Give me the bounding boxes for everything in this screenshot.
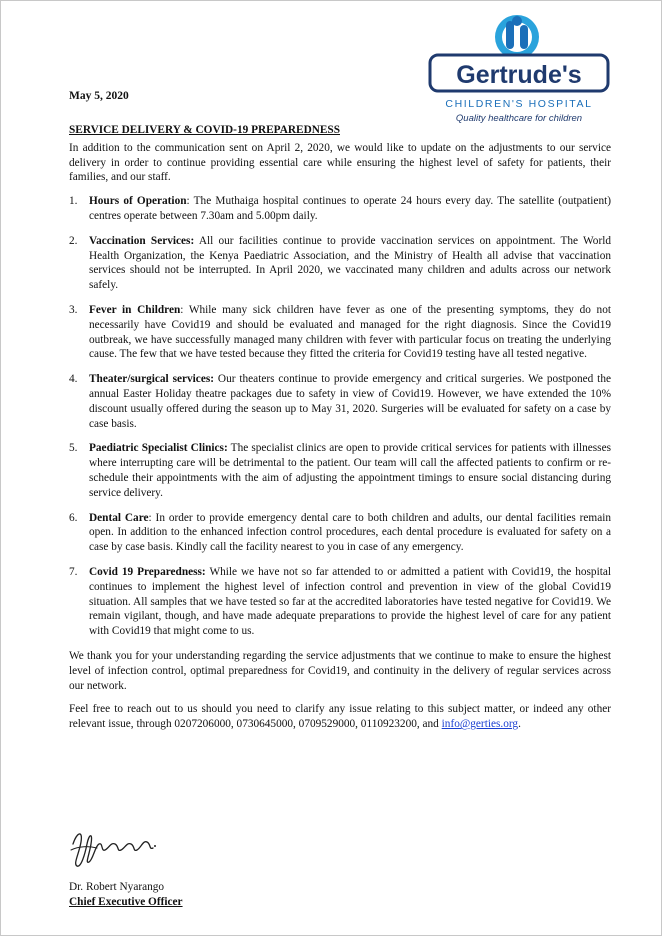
contact-paragraph [69,702,611,732]
item-heading: Vaccination Services: [89,234,195,247]
handwritten-signature [67,824,159,870]
list-item [69,372,611,431]
list-item [69,303,611,362]
list-number: 5. [69,442,78,455]
closing-paragraph: We thank you for your understanding regarding the service adjustments that we continue to make to ensure the highest level of infection control, optimal preparedness for Covid19, and continuity in the delivery of regular services across our network. [69,649,611,692]
list-number: 4. [69,373,78,386]
email-link[interactable]: info@gerties.org [441,718,519,731]
item-heading: Fever in Children [89,303,181,316]
item-text: Our theaters continue to provide emergency and critical surgeries. We postponed the annual Easter Holiday theatre packages due to safety in view of Covid19. However, we have extended the 10% discount usually offered during the season up to May 31, 2020. Surgeries will be evaluated for safety on a case by case basis. [89,373,611,430]
svg-text:Gertrude's: Gertrude's [456,61,582,89]
list-item [69,234,611,293]
item-heading: Covid 19 Preparedness: [89,565,206,578]
signatory-name: Dr. Robert Nyarango [69,881,165,893]
list-item [69,194,611,224]
item-text: While we have not so far attended to or admitted a patient with Covid19, the hospital continues to implement the highest level of infection control and prevention in view of the global Covid19 situation. All samples that we have tested so far at the accredited laboratories have tested negative for Covid19. We remain vigilant, though, and have made adequate preparations to provide the highest level of care for any patient with Covid19 that might come to us. [89,565,612,638]
intro-paragraph: In addition to the communication sent on April 2, 2020, we would like to update on the adjustments to our service delivery in order to continue providing essential care while ensuring the highest level of safety for patients, their families, and our staff. [69,141,611,184]
letter-body [69,123,611,741]
list-number: 6. [69,511,78,524]
gertrudes-logo [427,13,611,125]
list-number: 3. [69,303,78,316]
item-text: : The Muthaiga hospital continues to operate 24 hours every day. The satellite (outpatient) centres operate between 7.30am and 5.00pm daily. [89,195,611,222]
item-text: The specialist clinics are open to provide critical services for patients with illnesses where interrupting care will be detrimental to the patient. Our team will call the affected patients to confirm or re-schedule their appointments with the aim of adjusting the appointment timings to ensure social distancing during service delivery. [89,442,611,499]
item-heading: Paediatric Specialist Clinics: [89,442,228,455]
list-item [69,441,611,500]
service-list [69,194,611,639]
list-item [69,565,611,639]
signatory-title: Chief Executive Officer [69,896,183,908]
list-number: 2. [69,234,78,247]
contact-text: Feel free to reach out to us should you need to clarify any issue relating to this subject matter, or indeed any other relevant issue, through 0207206000, 0730645000, 0709529000, 0110923200, and [69,703,611,731]
item-heading: Hours of Operation [89,195,187,208]
svg-text:Quality healthcare for childre: Quality healthcare for children [455,113,583,124]
contact-end: . [518,718,521,731]
item-heading: Dental Care [89,511,149,524]
item-text: : In order to provide emergency dental care to both children and adults, our dental facilities remain open. In addition to the enhanced infection control procedures, each dental procedure is evaluated for safety on a case by case basis. Kindly call the facility nearest to you in case of any emergency. [89,511,612,554]
list-item [69,511,611,555]
svg-text:CHILDREN'S HOSPITAL: CHILDREN'S HOSPITAL [445,98,593,110]
item-text: : While many sick children have fever as one of the presenting symptoms, they do not necessarily have Covid19 and should be evaluated and managed for the right diagnosis. Since the Covid19 outbreak, we have successfully managed many children with fever with particular focus on treating the underlying cause. The few that we have tested because they fitted the criteria for Covid19 testing have all tested negative. [89,303,611,361]
list-number: 7. [69,565,78,578]
item-text: All our facilities continue to provide vaccination services on appointment. The World Health Organization, the Kenya Paediatric Association, and the Ministry of Health all advise that vaccination services should not be interrupted. In April 2020, we vaccinated many children and adults across our network safely. [89,234,611,292]
letter-subject: SERVICE DELIVERY & COVID-19 PREPAREDNESS [69,124,340,136]
letter-date: May 5, 2020 [69,90,129,102]
list-number: 1. [69,195,78,208]
hospital-logo-graphic [427,13,611,125]
item-heading: Theater/surgical services: [89,373,214,386]
